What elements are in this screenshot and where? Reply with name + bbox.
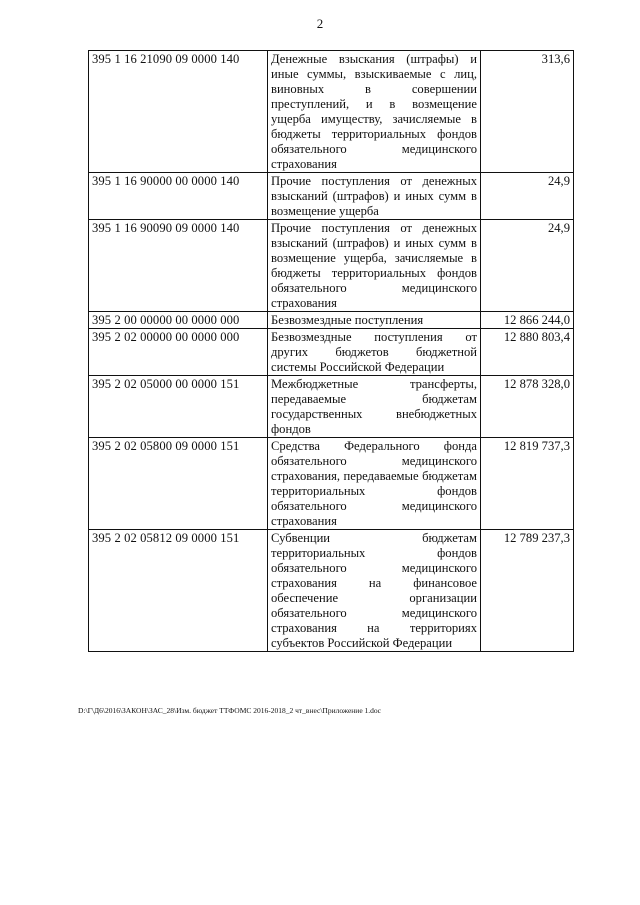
- table-row: [89, 530, 574, 652]
- revenue-amount-cell: 12 819 737,3: [481, 438, 574, 530]
- revenue-code-cell: 395 2 00 00000 00 0000 000: [89, 312, 268, 329]
- revenue-description-cell: Денежные взыскания (штрафы) и иные суммы, взыскиваемые с лиц, виновных в совершении преступлений, и в возмещение ущерба имуществу, зачисляемые в бюджеты территориальных фондов обязательного медицинского страхования: [268, 51, 481, 173]
- revenue-code-cell: 395 2 02 05812 09 0000 151: [89, 530, 268, 652]
- table-row: [89, 173, 574, 220]
- footer-file-path: D:\Г\Д6\2016\ЗАКОН\ЗАС_28\Изм. бюджет ТТФОМС 2016-2018_2 чт_внес\Приложение 1.doc: [78, 706, 381, 715]
- revenue-amount-cell: 24,9: [481, 173, 574, 220]
- table-row: [89, 376, 574, 438]
- table-row: [89, 329, 574, 376]
- revenue-code-cell: 395 2 02 05000 00 0000 151: [89, 376, 268, 438]
- revenue-description-cell: Прочие поступления от денежных взысканий (штрафов) и иных сумм в возмещение ущерба, зачисляемые в бюджеты территориальных фондов обязательного медицинского страхования: [268, 220, 481, 312]
- revenue-code-cell: 395 1 16 90090 09 0000 140: [89, 220, 268, 312]
- revenue-amount-cell: 12 880 803,4: [481, 329, 574, 376]
- revenue-amount-cell: 313,6: [481, 51, 574, 173]
- revenue-code-cell: 395 1 16 90000 00 0000 140: [89, 173, 268, 220]
- revenue-description-cell: Безвозмездные поступления: [268, 312, 481, 329]
- table-row: [89, 51, 574, 173]
- revenue-amount-cell: 12 878 328,0: [481, 376, 574, 438]
- revenue-amount-cell: 24,9: [481, 220, 574, 312]
- page-number: 2: [316, 16, 324, 31]
- revenue-description-cell: Межбюджетные трансферты, передаваемые бюджетам государственных внебюджетных фондов: [268, 376, 481, 438]
- revenue-code-cell: 395 2 02 00000 00 0000 000: [89, 329, 268, 376]
- table-row: [89, 220, 574, 312]
- revenue-amount-cell: 12 789 237,3: [481, 530, 574, 652]
- revenue-description-cell: Безвозмездные поступления от других бюджетов бюджетной системы Российской Федерации: [268, 329, 481, 376]
- revenue-code-cell: 395 1 16 21090 09 0000 140: [89, 51, 268, 173]
- revenue-amount-cell: 12 866 244,0: [481, 312, 574, 329]
- revenue-description-cell: Субвенции бюджетам территориальных фондов обязательного медицинского страхования на финансовое обеспечение организации обязательного медицинского страхования на территориях субъектов Российской Федерации: [268, 530, 481, 652]
- revenue-description-cell: Прочие поступления от денежных взысканий (штрафов) и иных сумм в возмещение ущерба: [268, 173, 481, 220]
- table-row: [89, 312, 574, 329]
- budget-revenue-table: [88, 50, 574, 652]
- revenue-description-cell: Средства Федерального фонда обязательного медицинского страхования, передаваемые бюджетам территориальных фондов обязательного медицинского страхования: [268, 438, 481, 530]
- table-row: [89, 438, 574, 530]
- revenue-code-cell: 395 2 02 05800 09 0000 151: [89, 438, 268, 530]
